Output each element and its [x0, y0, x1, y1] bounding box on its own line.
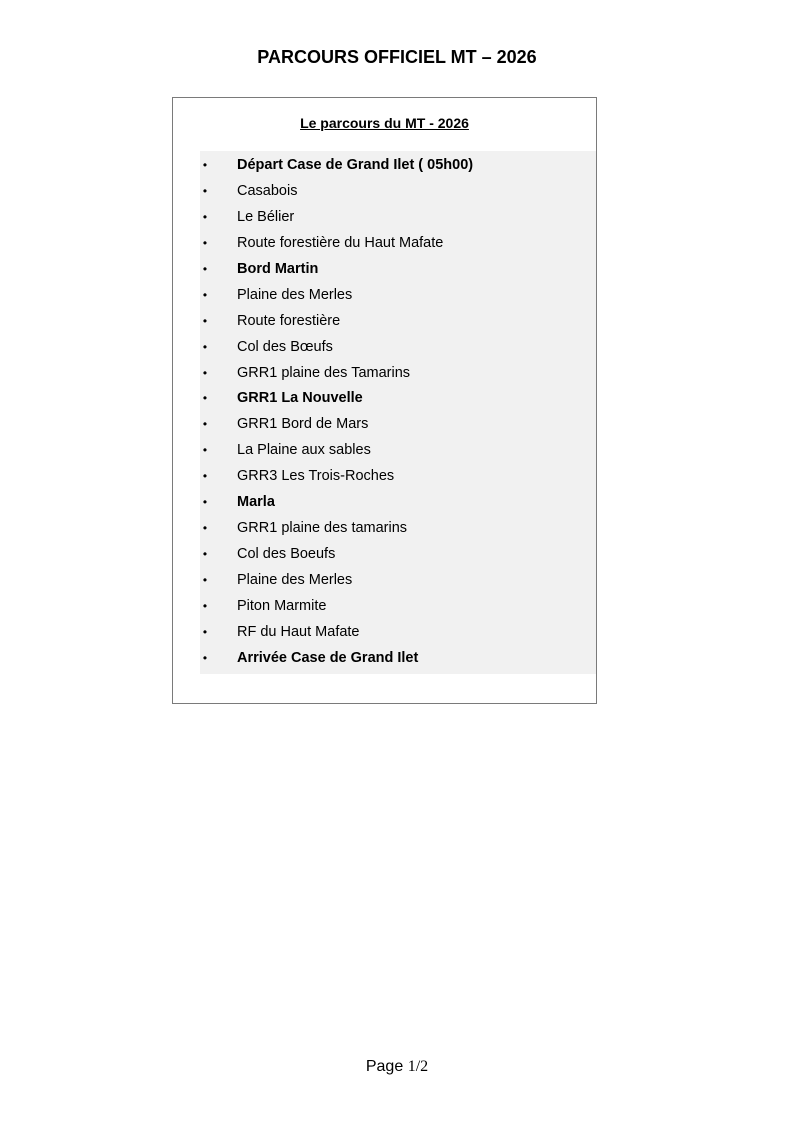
bullet-icon: • — [202, 469, 208, 484]
route-item — [200, 231, 596, 257]
route-item — [200, 412, 596, 438]
bullet-icon: • — [202, 158, 208, 172]
route-item-label: La Plaine aux sables — [237, 442, 371, 459]
route-item-label: RF du Haut Mafate — [237, 623, 360, 640]
route-item — [200, 335, 596, 361]
bullet-icon: • — [202, 650, 208, 665]
bullet-icon: • — [202, 209, 208, 224]
bullet-icon: • — [202, 235, 208, 250]
route-item — [200, 438, 596, 464]
route-item — [200, 568, 596, 594]
route-item — [200, 542, 596, 568]
bullet-icon: • — [202, 391, 208, 406]
route-item-label: GRR3 Les Trois-Roches — [237, 468, 395, 485]
bullet-icon: • — [202, 261, 208, 276]
bullet-icon: • — [202, 365, 208, 380]
bullet-icon: • — [202, 547, 208, 562]
route-item-label: Plaine des Merles — [237, 286, 353, 303]
route-item-label: Bord Martin — [237, 260, 319, 277]
route-item-label: Départ Case de Grand Ilet ( 05h00) — [237, 157, 474, 173]
bullet-icon: • — [202, 339, 208, 354]
route-item-label: Plaine des Merles — [237, 572, 353, 588]
route-item — [200, 205, 596, 231]
route-item-label: GRR1 La Nouvelle — [237, 390, 363, 407]
route-item — [200, 257, 596, 283]
route-item-label: Col des Boeufs — [237, 546, 336, 563]
route-item — [200, 179, 596, 205]
route-item — [200, 309, 596, 335]
bullet-icon: • — [202, 624, 208, 639]
bullet-icon: • — [202, 313, 208, 328]
route-item-label: GRR1 plaine des tamarins — [237, 520, 408, 537]
route-item — [200, 490, 596, 516]
route-item — [200, 516, 596, 542]
document-title: PARCOURS OFFICIEL MT – 2026 — [257, 47, 537, 67]
route-item — [200, 153, 596, 179]
route-item-label: Piton Marmite — [237, 597, 327, 614]
route-item-label: Arrivée Case de Grand Ilet — [237, 649, 419, 666]
route-item-label: Col des Bœufs — [237, 338, 333, 355]
bullet-icon: • — [202, 521, 208, 536]
page-label: Page — [365, 1058, 404, 1075]
bullet-icon: • — [202, 417, 208, 432]
route-item-label: GRR1 Bord de Mars — [237, 416, 369, 433]
route-item-label: Casabois — [237, 182, 298, 199]
route-item — [200, 386, 596, 412]
bullet-icon: • — [202, 573, 208, 587]
route-item — [200, 620, 596, 646]
route-item — [200, 283, 596, 309]
route-item — [200, 594, 596, 620]
page-footer — [0, 1057, 794, 1077]
bullet-icon: • — [202, 443, 208, 458]
route-item — [200, 646, 596, 672]
route-box-title: Le parcours du MT - 2026 — [300, 115, 469, 131]
route-box — [172, 97, 597, 704]
page-number: 1/2 — [407, 1058, 429, 1075]
route-item-label: Le Bélier — [237, 208, 295, 225]
route-item — [200, 464, 596, 490]
route-item-label: GRR1 plaine des Tamarins — [237, 364, 411, 381]
bullet-icon: • — [202, 287, 208, 302]
route-item — [200, 361, 596, 387]
route-item-label: Route forestière du Haut Mafate — [237, 234, 444, 251]
bullet-icon: • — [202, 183, 208, 198]
bullet-icon: • — [202, 598, 208, 613]
route-item-label: Marla — [237, 494, 275, 511]
route-list — [200, 151, 596, 674]
bullet-icon: • — [202, 495, 208, 510]
route-item-label: Route forestière — [237, 312, 341, 329]
